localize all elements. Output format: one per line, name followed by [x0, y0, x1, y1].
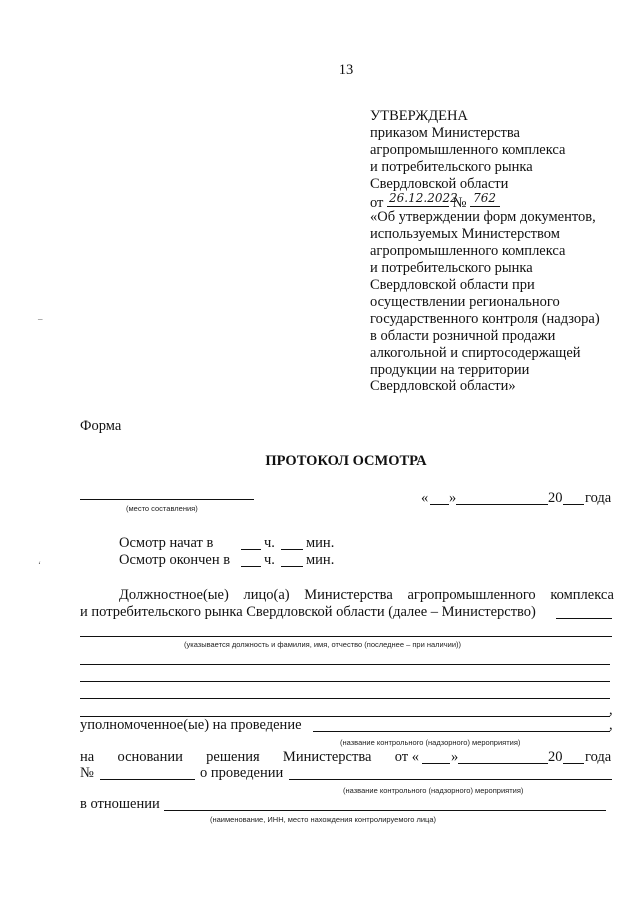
decision-word: Министерства [282, 749, 372, 765]
decision-word: от « [394, 749, 419, 765]
place-caption: (место составления) [126, 504, 198, 513]
decision-word: на [80, 749, 95, 765]
inspection-end-label: Осмотр окончен в [119, 552, 231, 568]
authorized-label: уполномоченное(ые) на проведение [80, 717, 302, 733]
approval-title-line: в области розничной продажи [370, 327, 556, 344]
officials-word: агропромышленного [407, 587, 536, 603]
officials-line-1 [119, 587, 614, 604]
officials-word: лицо(а) [243, 587, 290, 603]
decision-month-field[interactable] [458, 763, 548, 764]
officials-caption: (указывается должность и фамилия, имя, отчество (последнее – при наличии)) [184, 640, 462, 649]
date-year-suffix: года [585, 490, 612, 506]
approval-title-line: «Об утверждении форм документов, [370, 209, 596, 226]
decision-about-label: о проведении [200, 765, 284, 781]
official-inline-field[interactable] [556, 618, 612, 619]
start-minutes-unit: мин. [306, 535, 335, 551]
decision-word: основании [117, 749, 183, 765]
decision-year-field[interactable] [563, 763, 584, 764]
order-number-field [470, 190, 500, 207]
order-date-field [387, 190, 458, 207]
official-name-line[interactable] [80, 636, 612, 637]
official-extra-line[interactable] [80, 681, 610, 682]
date-close-quote: » [449, 490, 457, 506]
officials-word: комплекса [550, 587, 614, 603]
page-number: 13 [338, 62, 354, 78]
decision-word: решения [206, 749, 260, 765]
date-year-prefix: 20 [548, 490, 563, 506]
approval-heading: УТВЕРЖДЕНА [370, 108, 468, 124]
start-minutes-field[interactable] [281, 549, 303, 550]
end-minutes-unit: мин. [306, 552, 335, 568]
scan-speck: – [38, 314, 43, 324]
decision-day-field[interactable] [422, 763, 450, 764]
date-month-field[interactable] [456, 504, 548, 505]
end-hours-field[interactable] [241, 566, 261, 567]
place-field[interactable] [80, 499, 254, 500]
form-label: Форма [80, 418, 122, 434]
number-sign: № [452, 194, 467, 211]
authorized-caption: (название контрольного (надзорного) мероприятия) [340, 738, 521, 747]
decision-caption: (название контрольного (надзорного) мероприятия) [343, 786, 524, 795]
start-hours-unit: ч. [264, 535, 275, 551]
approval-date-row [370, 190, 600, 211]
decision-event-field[interactable] [289, 779, 612, 780]
decision-number-sign: № [80, 765, 94, 781]
decision-year-suffix: года [585, 749, 612, 765]
officials-word: Должностное(ые) [119, 587, 229, 603]
approval-title-line: Свердловской области» [370, 378, 516, 395]
approval-title-line: государственного контроля (надзора) [370, 310, 600, 327]
decision-year-prefix: 20 [548, 749, 563, 765]
end-hours-unit: ч. [264, 552, 275, 568]
official-extra-line[interactable] [80, 664, 610, 665]
decision-number-field[interactable] [100, 779, 195, 780]
official-extra-line[interactable] [80, 698, 610, 699]
start-hours-field[interactable] [241, 549, 261, 550]
controlled-entity-field[interactable] [164, 810, 606, 811]
approval-title-line: агропромышленного комплекса [370, 243, 566, 260]
approval-title-line: используемых Министерством [370, 226, 560, 243]
inspection-start-label: Осмотр начат в [119, 535, 214, 551]
date-open-quote: « [421, 490, 429, 506]
regarding-label: в отношении [80, 796, 160, 812]
document-title: ПРОТОКОЛ ОСМОТРА [265, 453, 427, 469]
decision-line [80, 749, 419, 766]
approval-line: приказом Министерства [370, 124, 520, 141]
decision-quote-close: » [451, 749, 459, 765]
approval-title-line: продукции на территории [370, 361, 530, 378]
approval-title-line: и потребительского рынка [370, 260, 533, 277]
scan-speck: ‘ [38, 560, 41, 570]
control-event-field[interactable] [313, 731, 610, 732]
order-date-handwritten: 26.12.2022 [389, 190, 458, 205]
approval-line: агропромышленного комплекса [370, 141, 566, 158]
date-prefix: от [370, 194, 384, 211]
line-comma: , [609, 717, 613, 733]
officials-word: Министерства [304, 587, 393, 603]
date-year-field[interactable] [563, 504, 584, 505]
approval-title-line: осуществлении регионального [370, 293, 560, 310]
order-number-handwritten: 762 [473, 190, 497, 205]
regarding-caption: (наименование, ИНН, место нахождения контролируемого лица) [210, 815, 437, 824]
line-comma: , [609, 702, 613, 718]
approval-title-line: Свердловской области при [370, 277, 535, 294]
approval-line: Свердловской области [370, 175, 509, 192]
officials-line-2: и потребительского рынка Свердловской области (далее – Министерство) [80, 604, 536, 620]
approval-line: и потребительского рынка [370, 158, 533, 175]
end-minutes-field[interactable] [281, 566, 303, 567]
approval-block [370, 108, 600, 395]
approval-title-line: алкогольной и спиртосодержащей [370, 344, 581, 361]
date-day-field[interactable] [430, 504, 449, 505]
